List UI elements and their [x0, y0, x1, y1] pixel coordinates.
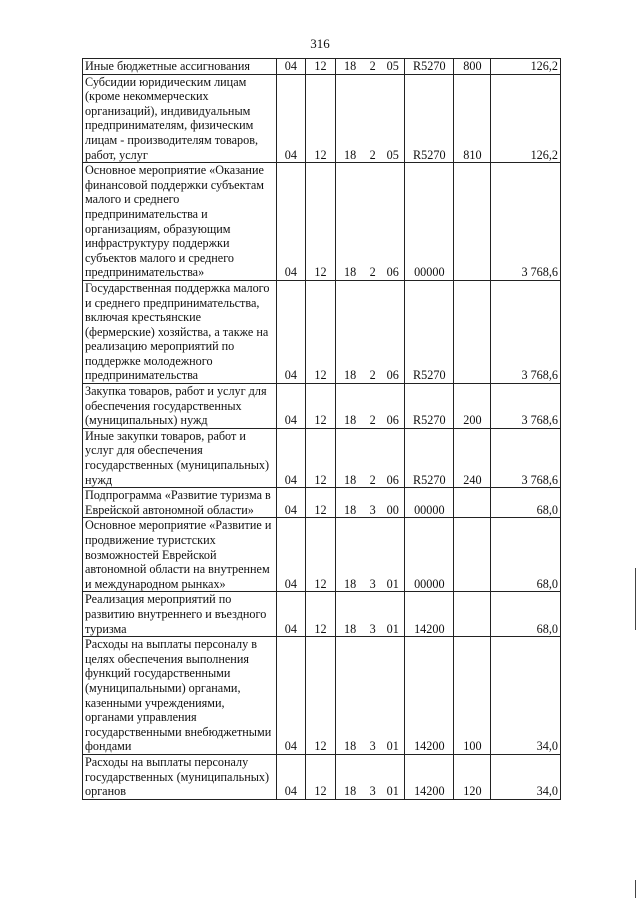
event-code: 01 — [381, 637, 404, 755]
expense-type-code — [454, 592, 491, 637]
subsection-code: 12 — [305, 518, 335, 592]
table-row — [83, 384, 561, 429]
amount: 68,0 — [491, 592, 561, 637]
direction-code: 00000 — [405, 488, 454, 518]
subprogram-code: 3 — [364, 637, 381, 755]
event-code: 06 — [381, 384, 404, 429]
section-code: 04 — [276, 637, 305, 755]
program-code: 18 — [336, 428, 365, 487]
expense-type-code — [454, 163, 491, 281]
direction-code: R5270 — [405, 428, 454, 487]
direction-code: R5270 — [405, 384, 454, 429]
direction-code: R5270 — [405, 74, 454, 163]
section-code: 04 — [276, 163, 305, 281]
event-code: 01 — [381, 518, 404, 592]
row-name: Расходы на выплаты персоналу в целях обеспечения выполнения функций государственными (муниципальными) органами, казенными учреждениями, органами управления государственными внебюджетными фондами — [83, 637, 277, 755]
program-code: 18 — [336, 280, 365, 383]
budget-table — [82, 58, 561, 800]
page-number: 316 — [310, 36, 330, 51]
direction-code: 14200 — [405, 754, 454, 799]
amount: 68,0 — [491, 488, 561, 518]
program-code: 18 — [336, 163, 365, 281]
event-code: 01 — [381, 754, 404, 799]
table-row — [83, 754, 561, 799]
expense-type-code: 810 — [454, 74, 491, 163]
subsection-code: 12 — [305, 488, 335, 518]
row-name: Закупка товаров, работ и услуг для обеспечения государственных (муниципальных) нужд — [83, 384, 277, 429]
expense-type-code — [454, 488, 491, 518]
event-code: 05 — [381, 59, 404, 75]
amount: 34,0 — [491, 754, 561, 799]
direction-code: 00000 — [405, 518, 454, 592]
expense-type-code: 800 — [454, 59, 491, 75]
section-code: 04 — [276, 74, 305, 163]
direction-code: R5270 — [405, 280, 454, 383]
row-name: Государственная поддержка малого и среднего предпринимательства, включая крестьянские (фермерские) хозяйства, а также на реализацию мероприятий по поддержке молодежного предпринимательства — [83, 280, 277, 383]
section-code: 04 — [276, 280, 305, 383]
row-name: Субсидии юридическим лицам (кроме некоммерческих организаций), индивидуальным предпринимателям, физическим лицам - производителям товаров, работ, услуг — [83, 74, 277, 163]
subprogram-code: 2 — [364, 59, 381, 75]
table-row — [83, 488, 561, 518]
section-code: 04 — [276, 59, 305, 75]
row-name: Подпрограмма «Развитие туризма в Еврейской автономной области» — [83, 488, 277, 518]
event-code: 06 — [381, 163, 404, 281]
row-name: Основное мероприятие «Развитие и продвижение туристских возможностей Еврейской автономной области на внутреннем и международном рынках» — [83, 518, 277, 592]
expense-type-code: 200 — [454, 384, 491, 429]
event-code: 06 — [381, 428, 404, 487]
program-code: 18 — [336, 592, 365, 637]
expense-type-code — [454, 280, 491, 383]
subprogram-code: 3 — [364, 754, 381, 799]
subsection-code: 12 — [305, 754, 335, 799]
amount: 34,0 — [491, 637, 561, 755]
table-row — [83, 592, 561, 637]
expense-type-code: 120 — [454, 754, 491, 799]
row-name: Иные бюджетные ассигнования — [83, 59, 277, 75]
table-row — [83, 280, 561, 383]
subsection-code: 12 — [305, 592, 335, 637]
section-code: 04 — [276, 488, 305, 518]
program-code: 18 — [336, 518, 365, 592]
program-code: 18 — [336, 637, 365, 755]
amount: 126,2 — [491, 59, 561, 75]
section-code: 04 — [276, 754, 305, 799]
direction-code: 14200 — [405, 637, 454, 755]
direction-code: R5270 — [405, 59, 454, 75]
event-code: 06 — [381, 280, 404, 383]
subprogram-code: 3 — [364, 518, 381, 592]
amount: 126,2 — [491, 74, 561, 163]
subprogram-code: 2 — [364, 74, 381, 163]
row-name: Реализация мероприятий по развитию внутреннего и въездного туризма — [83, 592, 277, 637]
expense-type-code: 100 — [454, 637, 491, 755]
table-row — [83, 428, 561, 487]
amount: 68,0 — [491, 518, 561, 592]
program-code: 18 — [336, 74, 365, 163]
section-code: 04 — [276, 518, 305, 592]
program-code: 18 — [336, 488, 365, 518]
subsection-code: 12 — [305, 384, 335, 429]
subprogram-code: 3 — [364, 488, 381, 518]
direction-code: 00000 — [405, 163, 454, 281]
row-name: Иные закупки товаров, работ и услуг для обеспечения государственных (муниципальных) нужд — [83, 428, 277, 487]
direction-code: 14200 — [405, 592, 454, 637]
table-row — [83, 74, 561, 163]
section-code: 04 — [276, 384, 305, 429]
subsection-code: 12 — [305, 280, 335, 383]
program-code: 18 — [336, 59, 365, 75]
row-name: Расходы на выплаты персоналу государственных (муниципальных) органов — [83, 754, 277, 799]
subprogram-code: 2 — [364, 280, 381, 383]
subprogram-code: 2 — [364, 428, 381, 487]
amount: 3 768,6 — [491, 280, 561, 383]
amount: 3 768,6 — [491, 384, 561, 429]
row-name: Основное мероприятие «Оказание финансовой поддержки субъектам малого и среднего предпринимательства и организациям, образующим инфраструктуру поддержки субъектов малого и среднего предпринимательства» — [83, 163, 277, 281]
amount: 3 768,6 — [491, 163, 561, 281]
event-code: 00 — [381, 488, 404, 518]
table-row — [83, 637, 561, 755]
subsection-code: 12 — [305, 74, 335, 163]
subsection-code: 12 — [305, 59, 335, 75]
subprogram-code: 2 — [364, 163, 381, 281]
program-code: 18 — [336, 754, 365, 799]
scan-mark — [635, 880, 636, 898]
event-code: 01 — [381, 592, 404, 637]
expense-type-code — [454, 518, 491, 592]
subsection-code: 12 — [305, 163, 335, 281]
expense-type-code: 240 — [454, 428, 491, 487]
subsection-code: 12 — [305, 428, 335, 487]
subprogram-code: 3 — [364, 592, 381, 637]
subsection-code: 12 — [305, 637, 335, 755]
event-code: 05 — [381, 74, 404, 163]
amount: 3 768,6 — [491, 428, 561, 487]
section-code: 04 — [276, 428, 305, 487]
table-row — [83, 163, 561, 281]
program-code: 18 — [336, 384, 365, 429]
table-row — [83, 59, 561, 75]
subprogram-code: 2 — [364, 384, 381, 429]
scan-mark — [635, 568, 636, 630]
section-code: 04 — [276, 592, 305, 637]
table-row — [83, 518, 561, 592]
